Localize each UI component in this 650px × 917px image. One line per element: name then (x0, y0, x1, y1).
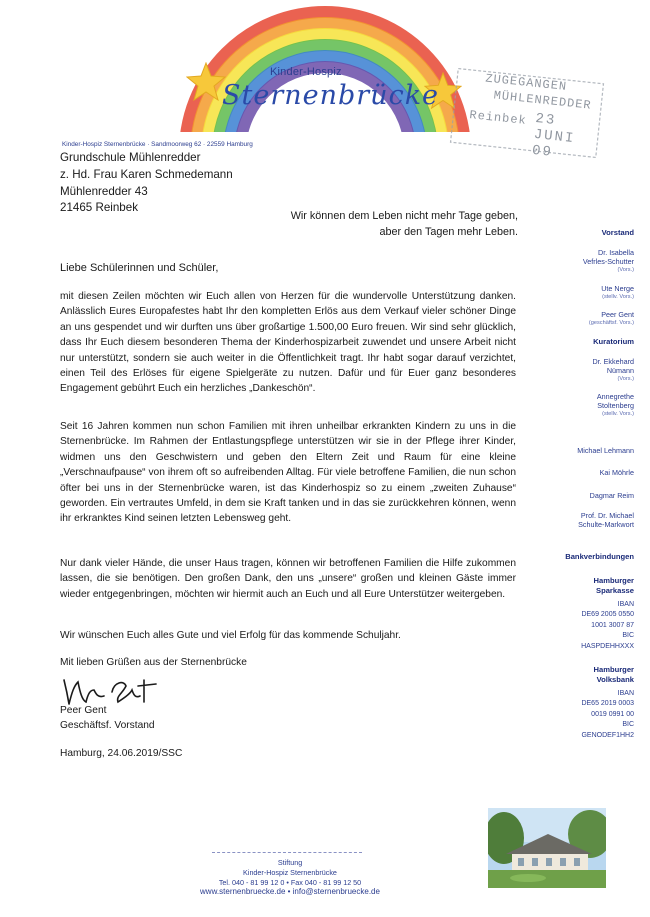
recipient-line: Mühlenredder 43 (60, 184, 148, 198)
sidebar-member (577, 446, 634, 455)
member-role: (stellv. Vors.) (602, 411, 634, 417)
sidebar-member (592, 357, 634, 384)
bank-details (581, 600, 634, 652)
stamp-date: 23 JUNI 09 (531, 110, 576, 161)
member-name: Stoltenberg (597, 401, 634, 410)
sidebar-member (583, 248, 634, 275)
recipient-line: Grundschule Mühlenredder (60, 151, 201, 164)
member-name: Dr. Isabella (598, 248, 634, 257)
bank-name-line: Volksbank (596, 675, 634, 684)
place-date: Hamburg, 24.06.2019/SSC (60, 748, 183, 759)
org-script-logo: Sternenbrücke (222, 80, 440, 111)
member-name: Annegrethe (596, 392, 634, 401)
member-role: (stellv. Vors.) (602, 294, 634, 300)
signer-block (60, 703, 155, 733)
member-role: (geschäftsf. Vors.) (588, 320, 634, 326)
bank-name (593, 665, 634, 685)
bic-label: BIC (622, 721, 634, 729)
body-paragraph: Seit 16 Jahren kommen nun schon Familien mit ihren unheilbar erkrankten Kindern zu uns in die Sternenbrücke. Im Rahmen der Entlastungspflege unterstützen wir sie in der Pflege ihrer Kinder, widmen uns den Geschwistern und geben den Eltern Zeit und Raum für eine kleine „Verschnaufpause“ von ihrem oft so aufreibenden Alltag. Für viele betroffene Familien, die nun schon öfter bei uns in der Sternenbrücke waren, ist das Kinderhospiz so zu einem „zweiten Zuhause“ geworden. Ein vertrautes Umfeld, in dem sie Kraft tanken und in das sie zurückkehren können, wenn ihr erkranktes Kind seinen letzten Lebensweg geht. (60, 421, 516, 525)
sidebar-member (578, 511, 634, 529)
stamp-line: MÜHLENREDDER (492, 88, 593, 113)
member-name: Prof. Dr. Michael (580, 511, 634, 520)
sidebar-member (590, 491, 634, 500)
motto-line: Wir können dem Leben nicht mehr Tage geben, (290, 210, 518, 222)
footer-line: Stiftung (277, 858, 303, 867)
member-role: (Vors.) (617, 376, 634, 382)
salutation: Liebe Schülerinnen und Schüler, (60, 262, 219, 274)
member-name: Dr. Ekkehard (592, 357, 634, 366)
footer-divider (212, 852, 362, 853)
bic-value: GENODEF1HH2 (581, 731, 634, 739)
closing: Mit lieben Grüßen aus der Sternenbrücke (60, 657, 247, 668)
star-left-icon (186, 62, 226, 102)
iban-value: DE65 2019 0003 (581, 700, 634, 708)
iban-value: 0019 0991 00 (591, 710, 634, 718)
signer-name: Peer Gent (60, 705, 107, 716)
member-name: Schulte-Markwort (578, 520, 634, 529)
sidebar-heading-kuratorium: Kuratorium (593, 337, 634, 346)
return-address: Kinder-Hospiz Sternenbrücke · Sandmoorweg 62 · 22559 Hamburg (62, 141, 253, 148)
member-name: Nümann (606, 366, 634, 375)
body-paragraph: Nur dank vieler Hände, die unser Haus tragen, können wir betroffenen Familien die Hilfe zukommen lassen, die sie benötigen. Den großen Dank, den uns „unsere“ großen und kleinen Gäste immer wieder entgegenbringen, möchten wir hiermit auch an Euch und all Eure Unterstützer weitergeben. (60, 558, 516, 600)
recipient-address (60, 150, 233, 217)
sidebar-member (597, 392, 634, 419)
motto (260, 208, 518, 240)
sidebar (528, 0, 650, 917)
member-name: Vefrles-Schutter (582, 257, 634, 266)
member-name: Dagmar Reim (589, 491, 634, 500)
sidebar-member (600, 468, 634, 477)
recipient-line: z. Hd. Frau Karen Schmedemann (60, 167, 233, 181)
member-role: (Vors.) (617, 267, 634, 273)
bank-name-line: Hamburger (593, 665, 634, 674)
sidebar-member (601, 284, 634, 302)
iban-value: 1001 3007 87 (591, 621, 634, 629)
stamp-line: Reinbek (468, 108, 528, 128)
body-paragraph: Wir wünschen Euch alles Gute und viel Erfolg für das kommende Schuljahr. (60, 630, 401, 641)
bank-name (593, 576, 634, 596)
signer-title: Geschäftsf. Vorstand (60, 720, 155, 731)
hospice-house-photo (488, 808, 606, 888)
bank-name-line: Sparkasse (596, 586, 634, 595)
iban-label: IBAN (617, 690, 634, 697)
footer-line: Tel. 040 - 81 99 12 0 • Fax 040 - 81 99 12 50 (218, 877, 362, 887)
footer (150, 858, 430, 897)
iban-value: DE69 2005 0550 (581, 611, 634, 619)
body-paragraph: mit diesen Zeilen möchten wir Euch allen von Herzen für die wundervolle Unterstützung danken. Anlässlich Eures Europafestes habt Ihr den kompletten Erlös aus dem Verkauf vieler schöner Dinge an uns gespendet und wir durften uns über großartige 1.500,00 Euro freuen. Wir sind sehr glücklich, dass Ihr Euch diesem besonderen Thema der Kinderhospizarbeit zuwendet und unsere Arbeit nicht nur unterstützt, sondern sie auch weiter in die Öffentlichkeit tragt. Ihr habt sogar darauf verzichtet, einen Teil des Erlöses für eigene Spielgeräte zu nutzen. Dafür und für Euer ganz besonderes Engagement gebührt Euch ein herzliches „Dankeschön“. (60, 291, 516, 395)
bank-name-line: Hamburger (593, 576, 634, 585)
iban-label: IBAN (617, 601, 634, 608)
bic-label: BIC (622, 632, 634, 640)
member-name: Michael Lehmann (577, 446, 634, 455)
sidebar-heading-vorstand: Vorstand (601, 228, 634, 237)
member-name: Kai Möhrle (599, 468, 634, 477)
sidebar-heading-bank: Bankverbindungen (565, 552, 634, 561)
footer-line: Kinder-Hospiz Sternenbrücke (243, 867, 337, 877)
stamp-line: ZUGEGANGEN (484, 71, 568, 94)
org-name: Kinder-Hospiz (270, 66, 342, 78)
bic-value: HASPDEHHXXX (581, 642, 634, 650)
motto-line: aber den Tagen mehr Leben. (379, 226, 518, 238)
member-name: Ute Nerge (601, 284, 634, 293)
bank-details (581, 689, 634, 741)
sidebar-member (589, 310, 634, 328)
member-name: Peer Gent (601, 310, 634, 319)
recipient-line: 21465 Reinbek (60, 201, 138, 215)
footer-web: www.sternenbruecke.de • info@sternenbruecke.de (200, 887, 380, 897)
